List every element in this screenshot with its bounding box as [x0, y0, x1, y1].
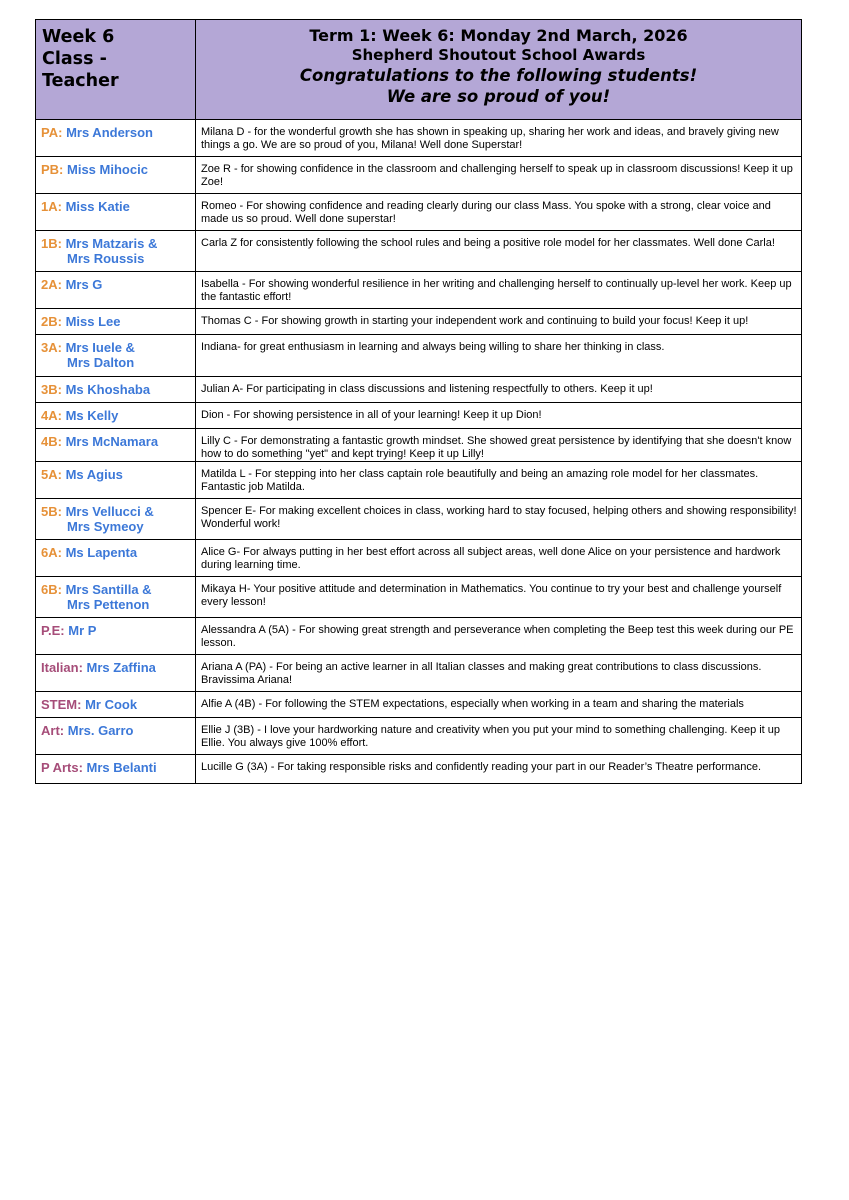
header-right-cell	[196, 20, 802, 120]
teacher-name: Mrs McNamara	[65, 434, 159, 449]
table-row	[36, 718, 802, 755]
teacher-name: Mr P	[68, 623, 97, 638]
class-teacher-cell	[36, 577, 196, 618]
table-row	[36, 309, 802, 335]
award-message: Isabella - For showing wonderful resilience in her writing and challenging herself to continually up-level her work. Keep up the fantastic effort!	[196, 272, 802, 309]
page-title: Term 1: Week 6: Monday 2nd March, 2026	[309, 26, 688, 45]
award-message: Milana D - for the wonderful growth she has shown in speaking up, sharing her work and ideas, and bravely giving new things a go. We are so proud of you, Milana! Well done Superstar!	[196, 120, 802, 157]
table-row	[36, 377, 802, 403]
class-code: PB:	[41, 162, 64, 177]
class-teacher-cell	[36, 335, 196, 377]
class-code: 6A:	[41, 545, 62, 560]
award-message: Spencer E- For making excellent choices in class, working hard to stay focused, helping others and showing responsibility! Wonderful work!	[196, 499, 802, 540]
teacher-name: Ms Kelly	[65, 408, 119, 423]
table-row	[36, 429, 802, 462]
table-row	[36, 120, 802, 157]
teacher-name: Ms Khoshaba	[65, 382, 151, 397]
award-rows	[36, 120, 802, 784]
class-code: P Arts:	[41, 760, 83, 775]
teacher-name: Mrs Vellucci &	[65, 504, 154, 519]
class-teacher-cell	[36, 499, 196, 540]
class-code: 3B:	[41, 382, 62, 397]
class-code: 6B:	[41, 582, 62, 597]
class-code: 2A:	[41, 277, 62, 292]
class-teacher-cell	[36, 309, 196, 335]
teacher-name: Mrs Matzaris &	[65, 236, 158, 251]
class-teacher-cell	[36, 231, 196, 272]
award-message: Matilda L - For stepping into her class captain role beautifully and being an amazing role model for her classmates. Fantastic job Matilda.	[196, 462, 802, 499]
table-row	[36, 692, 802, 718]
teacher-name: Ms Agius	[65, 467, 123, 482]
award-message: Zoe R - for showing confidence in the classroom and challenging herself to speak up in classroom discussions! Keep it up Zoe!	[196, 157, 802, 194]
class-code: 1B:	[41, 236, 62, 251]
class-code: 4A:	[41, 408, 62, 423]
teacher-name: Mrs Belanti	[86, 760, 157, 775]
class-teacher-cell	[36, 120, 196, 157]
teacher-name: Mrs Santilla &	[65, 582, 152, 597]
class-code: 4B:	[41, 434, 62, 449]
class-code: 5A:	[41, 467, 62, 482]
class-teacher-label: Class - Teacher	[42, 49, 119, 91]
congrats-line-1: Congratulations to the following students!	[299, 66, 698, 85]
award-message: Indiana- for great enthusiasm in learning and always being willing to share her thinking in class.	[196, 335, 802, 377]
award-message: Ariana A (PA) - For being an active learner in all Italian classes and making great contributions to class discussions. Bravissima Ariana!	[196, 655, 802, 692]
award-message: Ellie J (3B) - I love your hardworking nature and creativity when you put your mind to something challenging. Keep it up Ellie. You always give 100% effort.	[196, 718, 802, 755]
teacher-name: Mr Cook	[85, 697, 138, 712]
teacher-name: Mrs. Garro	[67, 723, 134, 738]
class-code: 3A:	[41, 340, 62, 355]
teacher-name-second: Mrs Symeoy	[67, 519, 144, 534]
class-code: Italian:	[41, 660, 83, 675]
class-code: 5B:	[41, 504, 62, 519]
table-row	[36, 499, 802, 540]
award-message: Alice G- For always putting in her best effort across all subject areas, well done Alice on your persistence and hardwork during learning time.	[196, 540, 802, 577]
teacher-name-second: Mrs Roussis	[67, 251, 145, 266]
award-message: Thomas C - For showing growth in starting your independent work and continuing to build your focus! Keep it up!	[196, 309, 802, 335]
class-teacher-cell	[36, 692, 196, 718]
table-row	[36, 194, 802, 231]
class-teacher-cell	[36, 755, 196, 784]
table-row	[36, 231, 802, 272]
week-label: Week 6	[42, 27, 115, 47]
class-teacher-cell	[36, 157, 196, 194]
table-row	[36, 272, 802, 309]
class-code: Art:	[41, 723, 65, 738]
congrats-line-2: We are so proud of you!	[386, 87, 611, 106]
class-code: PA:	[41, 125, 63, 140]
class-teacher-cell	[36, 377, 196, 403]
teacher-name: Miss Katie	[65, 199, 130, 214]
table-row	[36, 540, 802, 577]
class-teacher-cell	[36, 194, 196, 231]
table-row	[36, 755, 802, 784]
award-message: Mikaya H- Your positive attitude and determination in Mathematics. You continue to try your best and challenge yourself every lesson!	[196, 577, 802, 618]
teacher-name: Mrs G	[65, 277, 103, 292]
teacher-name: Mrs Iuele &	[65, 340, 135, 355]
class-code: 2B:	[41, 314, 62, 329]
teacher-name: Ms Lapenta	[65, 545, 138, 560]
teacher-name: Mrs Zaffina	[86, 660, 156, 675]
class-teacher-cell	[36, 540, 196, 577]
class-teacher-cell	[36, 429, 196, 462]
class-teacher-cell	[36, 655, 196, 692]
class-code: 1A:	[41, 199, 62, 214]
award-message: Alfie A (4B) - For following the STEM expectations, especially when working in a team and sharing the materials	[196, 692, 802, 718]
table-row	[36, 157, 802, 194]
header-row	[36, 20, 802, 120]
class-teacher-cell	[36, 462, 196, 499]
table-row	[36, 577, 802, 618]
page-subtitle: Shepherd Shoutout School Awards	[351, 46, 646, 64]
table-row	[36, 655, 802, 692]
teacher-name: Miss Lee	[65, 314, 121, 329]
header-left-cell	[36, 20, 196, 120]
table-row	[36, 462, 802, 499]
teacher-name-second: Mrs Dalton	[67, 355, 135, 370]
awards-table	[35, 19, 802, 784]
award-message: Alessandra A (5A) - For showing great strength and perseverance when completing the Beep test this week during our PE lesson.	[196, 618, 802, 655]
class-teacher-cell	[36, 718, 196, 755]
table-row	[36, 403, 802, 429]
award-message: Lilly C - For demonstrating a fantastic growth mindset. She showed great persistence by identifying that she doesn't know how to do something "yet" and kept trying! Keep it up Lilly!	[196, 429, 802, 462]
award-message: Dion - For showing persistence in all of your learning! Keep it up Dion!	[196, 403, 802, 429]
class-teacher-cell	[36, 618, 196, 655]
class-code: STEM:	[41, 697, 82, 712]
teacher-name: Miss Mihocic	[67, 162, 148, 177]
award-message: Julian A- For participating in class discussions and listening respectfully to others. Keep it up!	[196, 377, 802, 403]
class-code: P.E:	[41, 623, 65, 638]
table-row	[36, 335, 802, 377]
table-row	[36, 618, 802, 655]
class-teacher-cell	[36, 403, 196, 429]
class-teacher-cell	[36, 272, 196, 309]
award-message: Lucille G (3A) - For taking responsible risks and confidently reading your part in our Reader’s Theatre performance.	[196, 755, 802, 784]
teacher-name: Mrs Anderson	[66, 125, 153, 140]
teacher-name-second: Mrs Pettenon	[67, 597, 150, 612]
award-message: Carla Z for consistently following the school rules and being a positive role model for her classmates. Well done Carla!	[196, 231, 802, 272]
award-message: Romeo - For showing confidence and reading clearly during our class Mass. You spoke with a strong, clear voice and made us so proud. Well done superstar!	[196, 194, 802, 231]
